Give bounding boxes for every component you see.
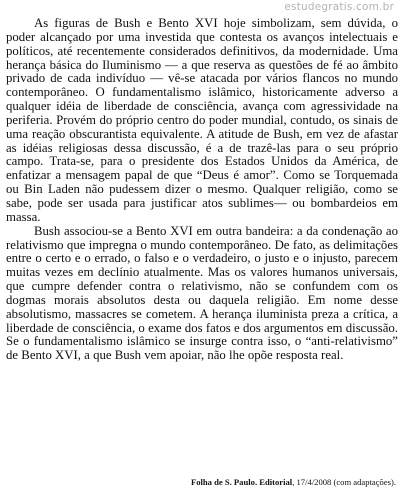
source-date: , 17/4/2008 (com adaptações). [292,477,396,487]
site-watermark: estudegratis.com.br [284,1,394,13]
source-publication: Folha de S. Paulo. Editorial [190,477,293,487]
paragraph-2: Bush associou-se a Bento XVI em outra bandeira: a da condenação ao relativismo que impregna o mundo contemporâneo. De fato, as delimitações entre o certo e o errado, o falso e o verdadeiro, o justo e o injusto, parecem muitas vezes em declínio atualmente. Mas os valores humanos universais, que cumpre defender contra o relativismo, não se confundem com os dogmas morais absolutos desta ou daquela religião. Em nome desse absolutismo, massacres se cometem. A herança iluminista preza a crítica, a liberdade de consciência, o exame dos fatos e dos argumentos em discussão. Se o fundamentalismo islâmico se insurge contra isso, o “anti-relativismo” de Bento XVI, a que Bush vem apoiar, não lhe opõe resposta real. [6,223,398,363]
editorial-text [6,17,398,363]
paragraph-1: As figuras de Bush e Bento XVI hoje simbolizam, sem dúvida, o poder alcançado por uma investida que contesta os avanços intelectuais e políticos, até recentemente considerados definitivos, da modernidade. Uma herança básica do Iluminismo — a que reserva as questões de fé ao âmbito privado de cada indivíduo — vê-se atacada por vários flancos no mundo contemporâneo. O fundamentalismo islâmico, historicamente adverso a qualquer idéia de liberdade de consciência, avança com agressividade na periferia. Provém do próprio centro do poder mundial, contudo, os sinais de uma reação obscurantista equivalente. A atitude de Bush, em vez de afastar as idéias religiosas dessa discussão, é a de trazê-las para o seu próprio campo. Trata-se, para o presidente dos Estados Unidos da América, de enfatizar a mensagem papal de que “Deus é amor”. Como se Torquemada ou Bin Laden não pudessem dizer o mesmo. Qualquer religião, como se sabe, pode ser usada para justificar atos sublimes— ou bombardeios em massa. [6,16,398,224]
source-citation [191,477,396,487]
